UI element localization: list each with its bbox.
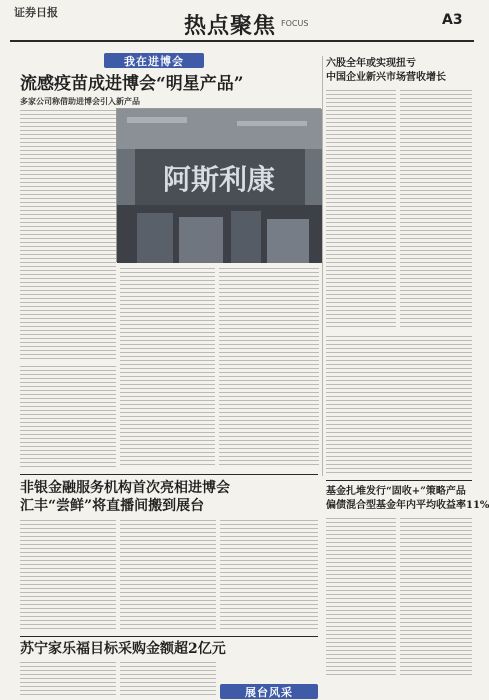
right-top-body-col1 <box>326 90 396 330</box>
bank-rule <box>20 474 318 475</box>
expo-booth-illustration <box>117 109 322 263</box>
masthead-rule <box>10 40 474 42</box>
fund-headline-line1: 基金扎堆发行“固收+”策略产品 <box>326 486 466 497</box>
fund-body-col2 <box>400 518 472 678</box>
right-top-body-col2 <box>400 90 472 330</box>
bank-body-col3 <box>220 520 318 632</box>
fund-headline-line2: 偏债混合型基金年内平均收益率11% <box>326 500 489 511</box>
right-top-headline-line1: 六股全年或实现扭亏 <box>326 58 416 69</box>
vaccine-body-mid1 <box>120 268 215 468</box>
suning-headline: 苏宁家乐福目标采购金额超2亿元 <box>20 641 226 657</box>
section-banner-bottom <box>220 684 318 699</box>
bank-body-col1 <box>20 520 116 632</box>
section-banner-top-label: 我在进博会 <box>124 54 184 68</box>
section-subtitle: FOCUS <box>281 19 309 28</box>
vaccine-body-left-lower <box>20 366 116 468</box>
suning-body-col1 <box>20 662 116 698</box>
suning-rule <box>20 636 318 637</box>
vaccine-body-mid2 <box>219 268 319 468</box>
page-number: A3 <box>442 12 463 28</box>
bank-body-col2 <box>120 520 216 632</box>
bank-headline-line1: 非银金融服务机构首次亮相进博会 <box>20 480 230 496</box>
booth-brand-text: 阿斯利康 <box>163 163 276 196</box>
column-divider <box>322 56 323 476</box>
bank-headline-line2: 汇丰“尝鲜”将直播间搬到展台 <box>20 498 205 514</box>
vaccine-body-left <box>20 110 116 362</box>
right-top-headline-line2: 中国企业新兴市场营收增长 <box>326 72 446 83</box>
right-middle-body <box>326 336 472 476</box>
section-title: 热点聚焦 <box>184 13 277 39</box>
expo-booth-photo <box>116 108 321 262</box>
section-banner-top <box>104 53 204 68</box>
suning-body-col2 <box>120 662 216 698</box>
paper-name: 证券日报 <box>14 6 58 19</box>
fund-body-col1 <box>326 518 396 678</box>
vaccine-headline: 流感疫苗成进博会“明星产品” <box>20 74 244 94</box>
section-banner-bottom-label: 展台风采 <box>245 685 293 699</box>
vaccine-subhead: 多家公司称借助进博会引入新产品 <box>20 97 140 106</box>
fund-rule <box>326 480 472 481</box>
